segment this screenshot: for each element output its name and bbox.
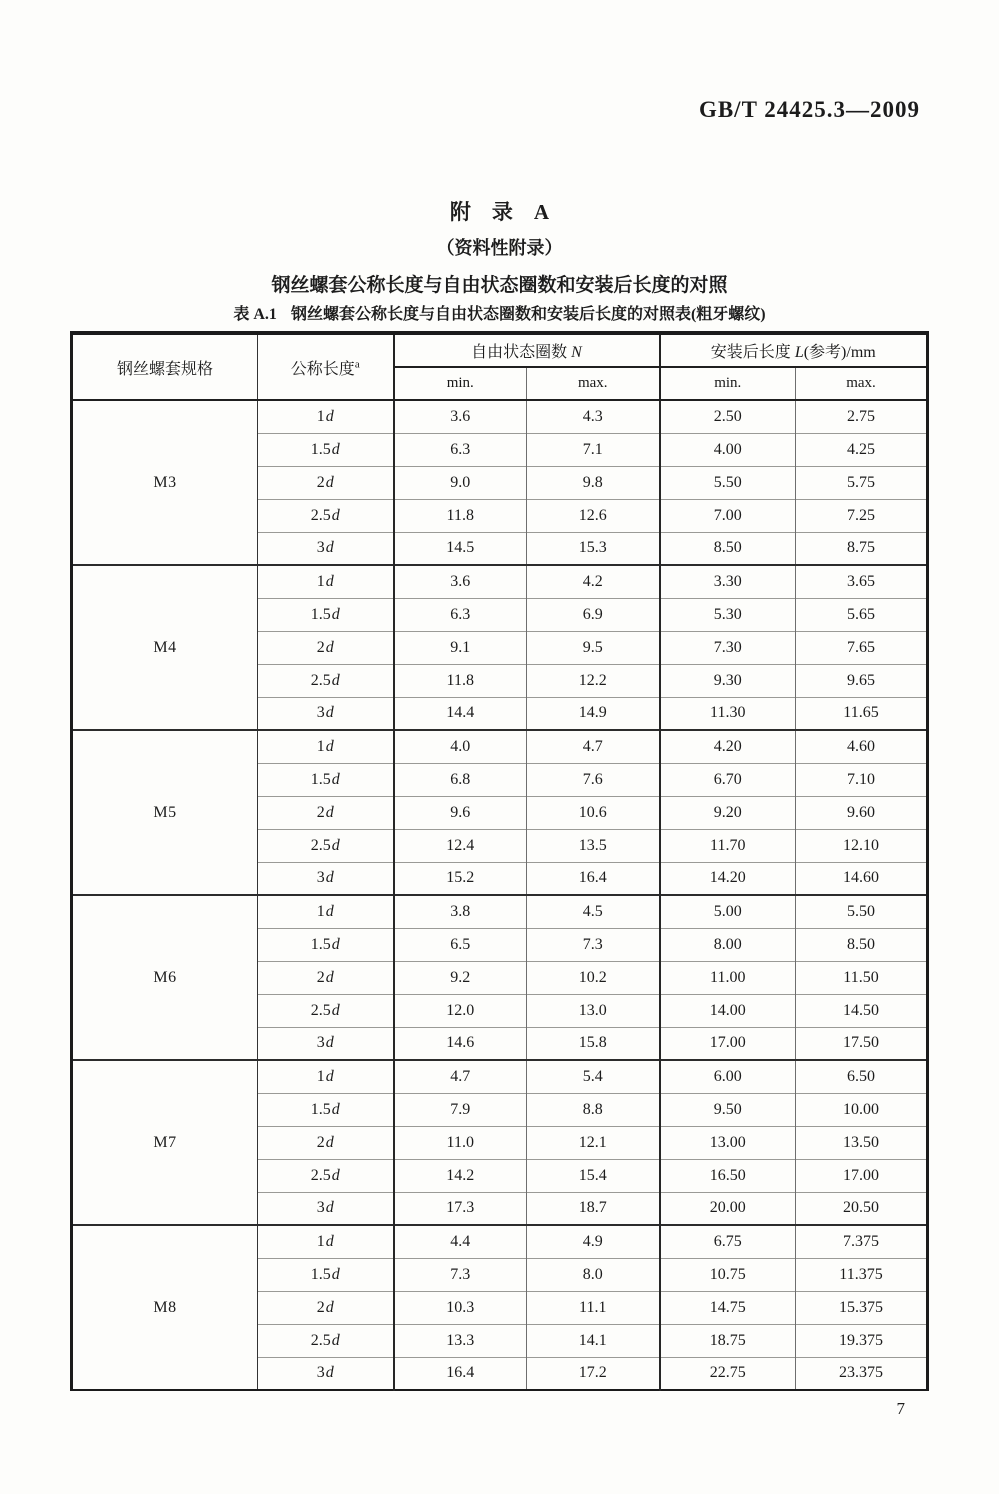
installed-length-min-cell: 5.30 xyxy=(660,598,796,631)
nominal-length-cell: 1.5d xyxy=(258,598,394,631)
installed-length-max-cell: 4.60 xyxy=(796,730,928,763)
free-coils-max-cell: 4.3 xyxy=(527,400,660,433)
column-header-free-max: max. xyxy=(527,367,660,400)
installed-length-max-cell: 19.375 xyxy=(796,1324,928,1357)
nominal-length-cell: 1d xyxy=(258,1225,394,1258)
free-coils-min-cell: 12.0 xyxy=(394,994,527,1027)
nominal-length-cell: 2d xyxy=(258,1291,394,1324)
installed-length-max-cell: 20.50 xyxy=(796,1192,928,1225)
installed-length-max-cell: 7.65 xyxy=(796,631,928,664)
table-caption-label: 表 A.1 xyxy=(233,306,277,323)
free-coils-min-cell: 13.3 xyxy=(394,1324,527,1357)
installed-length-min-cell: 13.00 xyxy=(660,1126,796,1159)
free-coils-min-cell: 9.1 xyxy=(394,631,527,664)
nominal-length-cell: 3d xyxy=(258,862,394,895)
installed-length-min-cell: 14.00 xyxy=(660,994,796,1027)
nominal-length-cell: 1d xyxy=(258,565,394,598)
installed-length-max-cell: 4.25 xyxy=(796,433,928,466)
free-coils-min-cell: 14.4 xyxy=(394,697,527,730)
free-coils-max-cell: 17.2 xyxy=(527,1357,660,1390)
installed-length-max-cell: 7.375 xyxy=(796,1225,928,1258)
table-row xyxy=(72,565,928,598)
free-coils-min-cell: 10.3 xyxy=(394,1291,527,1324)
free-coils-min-cell: 14.6 xyxy=(394,1027,527,1060)
installed-length-max-cell: 5.65 xyxy=(796,598,928,631)
installed-length-max-cell: 12.10 xyxy=(796,829,928,862)
free-coils-max-cell: 15.3 xyxy=(527,532,660,565)
installed-length-max-cell: 10.00 xyxy=(796,1093,928,1126)
free-coils-min-cell: 7.3 xyxy=(394,1258,527,1291)
installed-length-max-cell: 2.75 xyxy=(796,400,928,433)
installed-length-max-cell: 13.50 xyxy=(796,1126,928,1159)
free-coils-max-cell: 9.5 xyxy=(527,631,660,664)
data-table xyxy=(70,331,929,1391)
free-coils-max-cell: 15.8 xyxy=(527,1027,660,1060)
installed-length-max-cell: 7.25 xyxy=(796,499,928,532)
installed-length-min-cell: 6.75 xyxy=(660,1225,796,1258)
installed-length-min-cell: 22.75 xyxy=(660,1357,796,1390)
free-coils-min-cell: 15.2 xyxy=(394,862,527,895)
nominal-length-cell: 2d xyxy=(258,796,394,829)
free-coils-max-cell: 16.4 xyxy=(527,862,660,895)
free-coils-min-cell: 4.7 xyxy=(394,1060,527,1093)
free-coils-min-cell: 14.2 xyxy=(394,1159,527,1192)
header-row-top xyxy=(72,333,928,367)
installed-length-max-cell: 8.75 xyxy=(796,532,928,565)
installed-length-min-cell: 5.50 xyxy=(660,466,796,499)
free-coils-min-cell: 11.0 xyxy=(394,1126,527,1159)
installed-length-min-cell: 18.75 xyxy=(660,1324,796,1357)
free-coils-min-cell: 16.4 xyxy=(394,1357,527,1390)
free-coils-max-cell: 8.8 xyxy=(527,1093,660,1126)
nominal-length-cell: 2.5d xyxy=(258,829,394,862)
free-coils-max-cell: 7.1 xyxy=(527,433,660,466)
installed-length-max-cell: 23.375 xyxy=(796,1357,928,1390)
nominal-length-cell: 1.5d xyxy=(258,1093,394,1126)
installed-length-max-cell: 5.75 xyxy=(796,466,928,499)
free-coils-max-cell: 8.0 xyxy=(527,1258,660,1291)
column-header-installed-max: max. xyxy=(796,367,928,400)
installed-length-min-cell: 9.20 xyxy=(660,796,796,829)
installed-length-label: 安装后长度 xyxy=(710,344,791,361)
installed-length-max-cell: 11.50 xyxy=(796,961,928,994)
nominal-length-cell: 3d xyxy=(258,532,394,565)
table-row xyxy=(72,1225,928,1258)
installed-length-max-cell: 17.50 xyxy=(796,1027,928,1060)
installed-length-min-cell: 3.30 xyxy=(660,565,796,598)
table-row xyxy=(72,1060,928,1093)
free-coils-label: 自由状态圈数 xyxy=(471,344,568,361)
free-coils-symbol: N xyxy=(571,344,582,361)
free-coils-max-cell: 13.5 xyxy=(527,829,660,862)
installed-length-max-cell: 9.65 xyxy=(796,664,928,697)
free-coils-max-cell: 12.6 xyxy=(527,499,660,532)
free-coils-min-cell: 14.5 xyxy=(394,532,527,565)
free-coils-max-cell: 4.5 xyxy=(527,895,660,928)
page-number: 7 xyxy=(896,1399,905,1418)
installed-length-min-cell: 4.00 xyxy=(660,433,796,466)
installed-length-min-cell: 9.30 xyxy=(660,664,796,697)
free-coils-min-cell: 3.6 xyxy=(394,400,527,433)
installed-length-min-cell: 7.30 xyxy=(660,631,796,664)
nominal-length-cell: 1.5d xyxy=(258,1258,394,1291)
appendix-subtitle: （资料性附录） xyxy=(436,238,563,258)
installed-length-max-cell: 11.65 xyxy=(796,697,928,730)
nominal-length-cell: 1d xyxy=(258,730,394,763)
installed-length-min-cell: 11.00 xyxy=(660,961,796,994)
free-coils-max-cell: 4.7 xyxy=(527,730,660,763)
installed-length-min-cell: 9.50 xyxy=(660,1093,796,1126)
free-coils-min-cell: 3.6 xyxy=(394,565,527,598)
installed-length-min-cell: 7.00 xyxy=(660,499,796,532)
free-coils-max-cell: 18.7 xyxy=(527,1192,660,1225)
installed-length-min-cell: 8.50 xyxy=(660,532,796,565)
free-coils-min-cell: 3.8 xyxy=(394,895,527,928)
installed-length-min-cell: 20.00 xyxy=(660,1192,796,1225)
installed-length-min-cell: 10.75 xyxy=(660,1258,796,1291)
nominal-length-cell: 3d xyxy=(258,1027,394,1060)
appendix-title: 附 录 A xyxy=(449,200,550,224)
nominal-length-cell: 1.5d xyxy=(258,763,394,796)
table-container xyxy=(70,331,929,1391)
free-coils-max-cell: 12.2 xyxy=(527,664,660,697)
free-coils-min-cell: 6.8 xyxy=(394,763,527,796)
spec-cell: M8 xyxy=(72,1225,258,1390)
footnote-marker-a: a xyxy=(354,358,360,371)
spec-cell: M4 xyxy=(72,565,258,730)
free-coils-min-cell: 9.0 xyxy=(394,466,527,499)
installed-length-min-cell: 14.75 xyxy=(660,1291,796,1324)
installed-length-min-cell: 8.00 xyxy=(660,928,796,961)
installed-length-min-cell: 2.50 xyxy=(660,400,796,433)
installed-length-max-cell: 6.50 xyxy=(796,1060,928,1093)
table-row xyxy=(72,400,928,433)
installed-length-max-cell: 14.60 xyxy=(796,862,928,895)
spec-cell: M5 xyxy=(72,730,258,895)
nominal-length-cell: 2d xyxy=(258,631,394,664)
nominal-length-cell: 1.5d xyxy=(258,433,394,466)
free-coils-max-cell: 9.8 xyxy=(527,466,660,499)
free-coils-min-cell: 11.8 xyxy=(394,664,527,697)
nominal-length-cell: 2d xyxy=(258,961,394,994)
free-coils-max-cell: 11.1 xyxy=(527,1291,660,1324)
nominal-length-cell: 1.5d xyxy=(258,928,394,961)
nominal-length-cell: 3d xyxy=(258,1192,394,1225)
nominal-length-cell: 2.5d xyxy=(258,1324,394,1357)
nominal-length-cell: 1d xyxy=(258,895,394,928)
free-coils-min-cell: 6.3 xyxy=(394,598,527,631)
standard-number: GB/T 24425.3—2009 xyxy=(698,97,920,122)
free-coils-min-cell: 7.9 xyxy=(394,1093,527,1126)
installed-length-min-cell: 5.00 xyxy=(660,895,796,928)
free-coils-max-cell: 15.4 xyxy=(527,1159,660,1192)
free-coils-min-cell: 9.2 xyxy=(394,961,527,994)
nominal-length-cell: 3d xyxy=(258,1357,394,1390)
nominal-length-cell: 1d xyxy=(258,1060,394,1093)
table-body xyxy=(72,400,928,1390)
free-coils-max-cell: 4.9 xyxy=(527,1225,660,1258)
table-caption xyxy=(0,301,999,324)
installed-length-max-cell: 7.10 xyxy=(796,763,928,796)
nominal-length-label: 公称长度 xyxy=(290,360,355,378)
installed-length-min-cell: 17.00 xyxy=(660,1027,796,1060)
nominal-length-cell: 2.5d xyxy=(258,664,394,697)
installed-length-max-cell: 17.00 xyxy=(796,1159,928,1192)
column-header-free-coils xyxy=(394,333,660,367)
column-header-nominal-length xyxy=(258,333,394,400)
installed-length-min-cell: 14.20 xyxy=(660,862,796,895)
free-coils-max-cell: 4.2 xyxy=(527,565,660,598)
installed-length-min-cell: 6.70 xyxy=(660,763,796,796)
free-coils-min-cell: 17.3 xyxy=(394,1192,527,1225)
table-caption-text: 钢丝螺套公称长度与自由状态圈数和安装后长度的对照表(粗牙螺纹) xyxy=(290,306,766,323)
free-coils-max-cell: 13.0 xyxy=(527,994,660,1027)
free-coils-min-cell: 11.8 xyxy=(394,499,527,532)
installed-length-min-cell: 11.30 xyxy=(660,697,796,730)
column-header-installed-length xyxy=(660,333,928,367)
free-coils-min-cell: 12.4 xyxy=(394,829,527,862)
spec-cell: M6 xyxy=(72,895,258,1060)
column-header-spec: 钢丝螺套规格 xyxy=(72,333,258,400)
table-row xyxy=(72,730,928,763)
installed-length-min-cell: 11.70 xyxy=(660,829,796,862)
installed-length-max-cell: 3.65 xyxy=(796,565,928,598)
installed-length-symbol: L xyxy=(794,344,804,361)
nominal-length-cell: 2.5d xyxy=(258,1159,394,1192)
free-coils-min-cell: 4.0 xyxy=(394,730,527,763)
installed-length-max-cell: 5.50 xyxy=(796,895,928,928)
column-header-installed-min: min. xyxy=(660,367,796,400)
free-coils-min-cell: 6.3 xyxy=(394,433,527,466)
installed-length-unit: (参考)/mm xyxy=(803,344,876,361)
appendix-heading: 钢丝螺套公称长度与自由状态圈数和安装后长度的对照 xyxy=(271,275,728,296)
nominal-length-cell: 2d xyxy=(258,1126,394,1159)
free-coils-max-cell: 7.3 xyxy=(527,928,660,961)
installed-length-max-cell: 8.50 xyxy=(796,928,928,961)
free-coils-max-cell: 10.6 xyxy=(527,796,660,829)
nominal-length-cell: 1d xyxy=(258,400,394,433)
installed-length-max-cell: 14.50 xyxy=(796,994,928,1027)
spec-cell: M3 xyxy=(72,400,258,565)
installed-length-max-cell: 9.60 xyxy=(796,796,928,829)
free-coils-max-cell: 12.1 xyxy=(527,1126,660,1159)
free-coils-min-cell: 4.4 xyxy=(394,1225,527,1258)
column-header-free-min: min. xyxy=(394,367,527,400)
free-coils-max-cell: 14.9 xyxy=(527,697,660,730)
free-coils-min-cell: 6.5 xyxy=(394,928,527,961)
free-coils-max-cell: 10.2 xyxy=(527,961,660,994)
table-row xyxy=(72,895,928,928)
free-coils-max-cell: 5.4 xyxy=(527,1060,660,1093)
installed-length-min-cell: 16.50 xyxy=(660,1159,796,1192)
spec-cell: M7 xyxy=(72,1060,258,1225)
free-coils-max-cell: 6.9 xyxy=(527,598,660,631)
nominal-length-cell: 3d xyxy=(258,697,394,730)
free-coils-max-cell: 7.6 xyxy=(527,763,660,796)
installed-length-max-cell: 15.375 xyxy=(796,1291,928,1324)
free-coils-max-cell: 14.1 xyxy=(527,1324,660,1357)
nominal-length-cell: 2.5d xyxy=(258,994,394,1027)
installed-length-max-cell: 11.375 xyxy=(796,1258,928,1291)
installed-length-min-cell: 6.00 xyxy=(660,1060,796,1093)
installed-length-min-cell: 4.20 xyxy=(660,730,796,763)
nominal-length-cell: 2d xyxy=(258,466,394,499)
nominal-length-cell: 2.5d xyxy=(258,499,394,532)
free-coils-min-cell: 9.6 xyxy=(394,796,527,829)
